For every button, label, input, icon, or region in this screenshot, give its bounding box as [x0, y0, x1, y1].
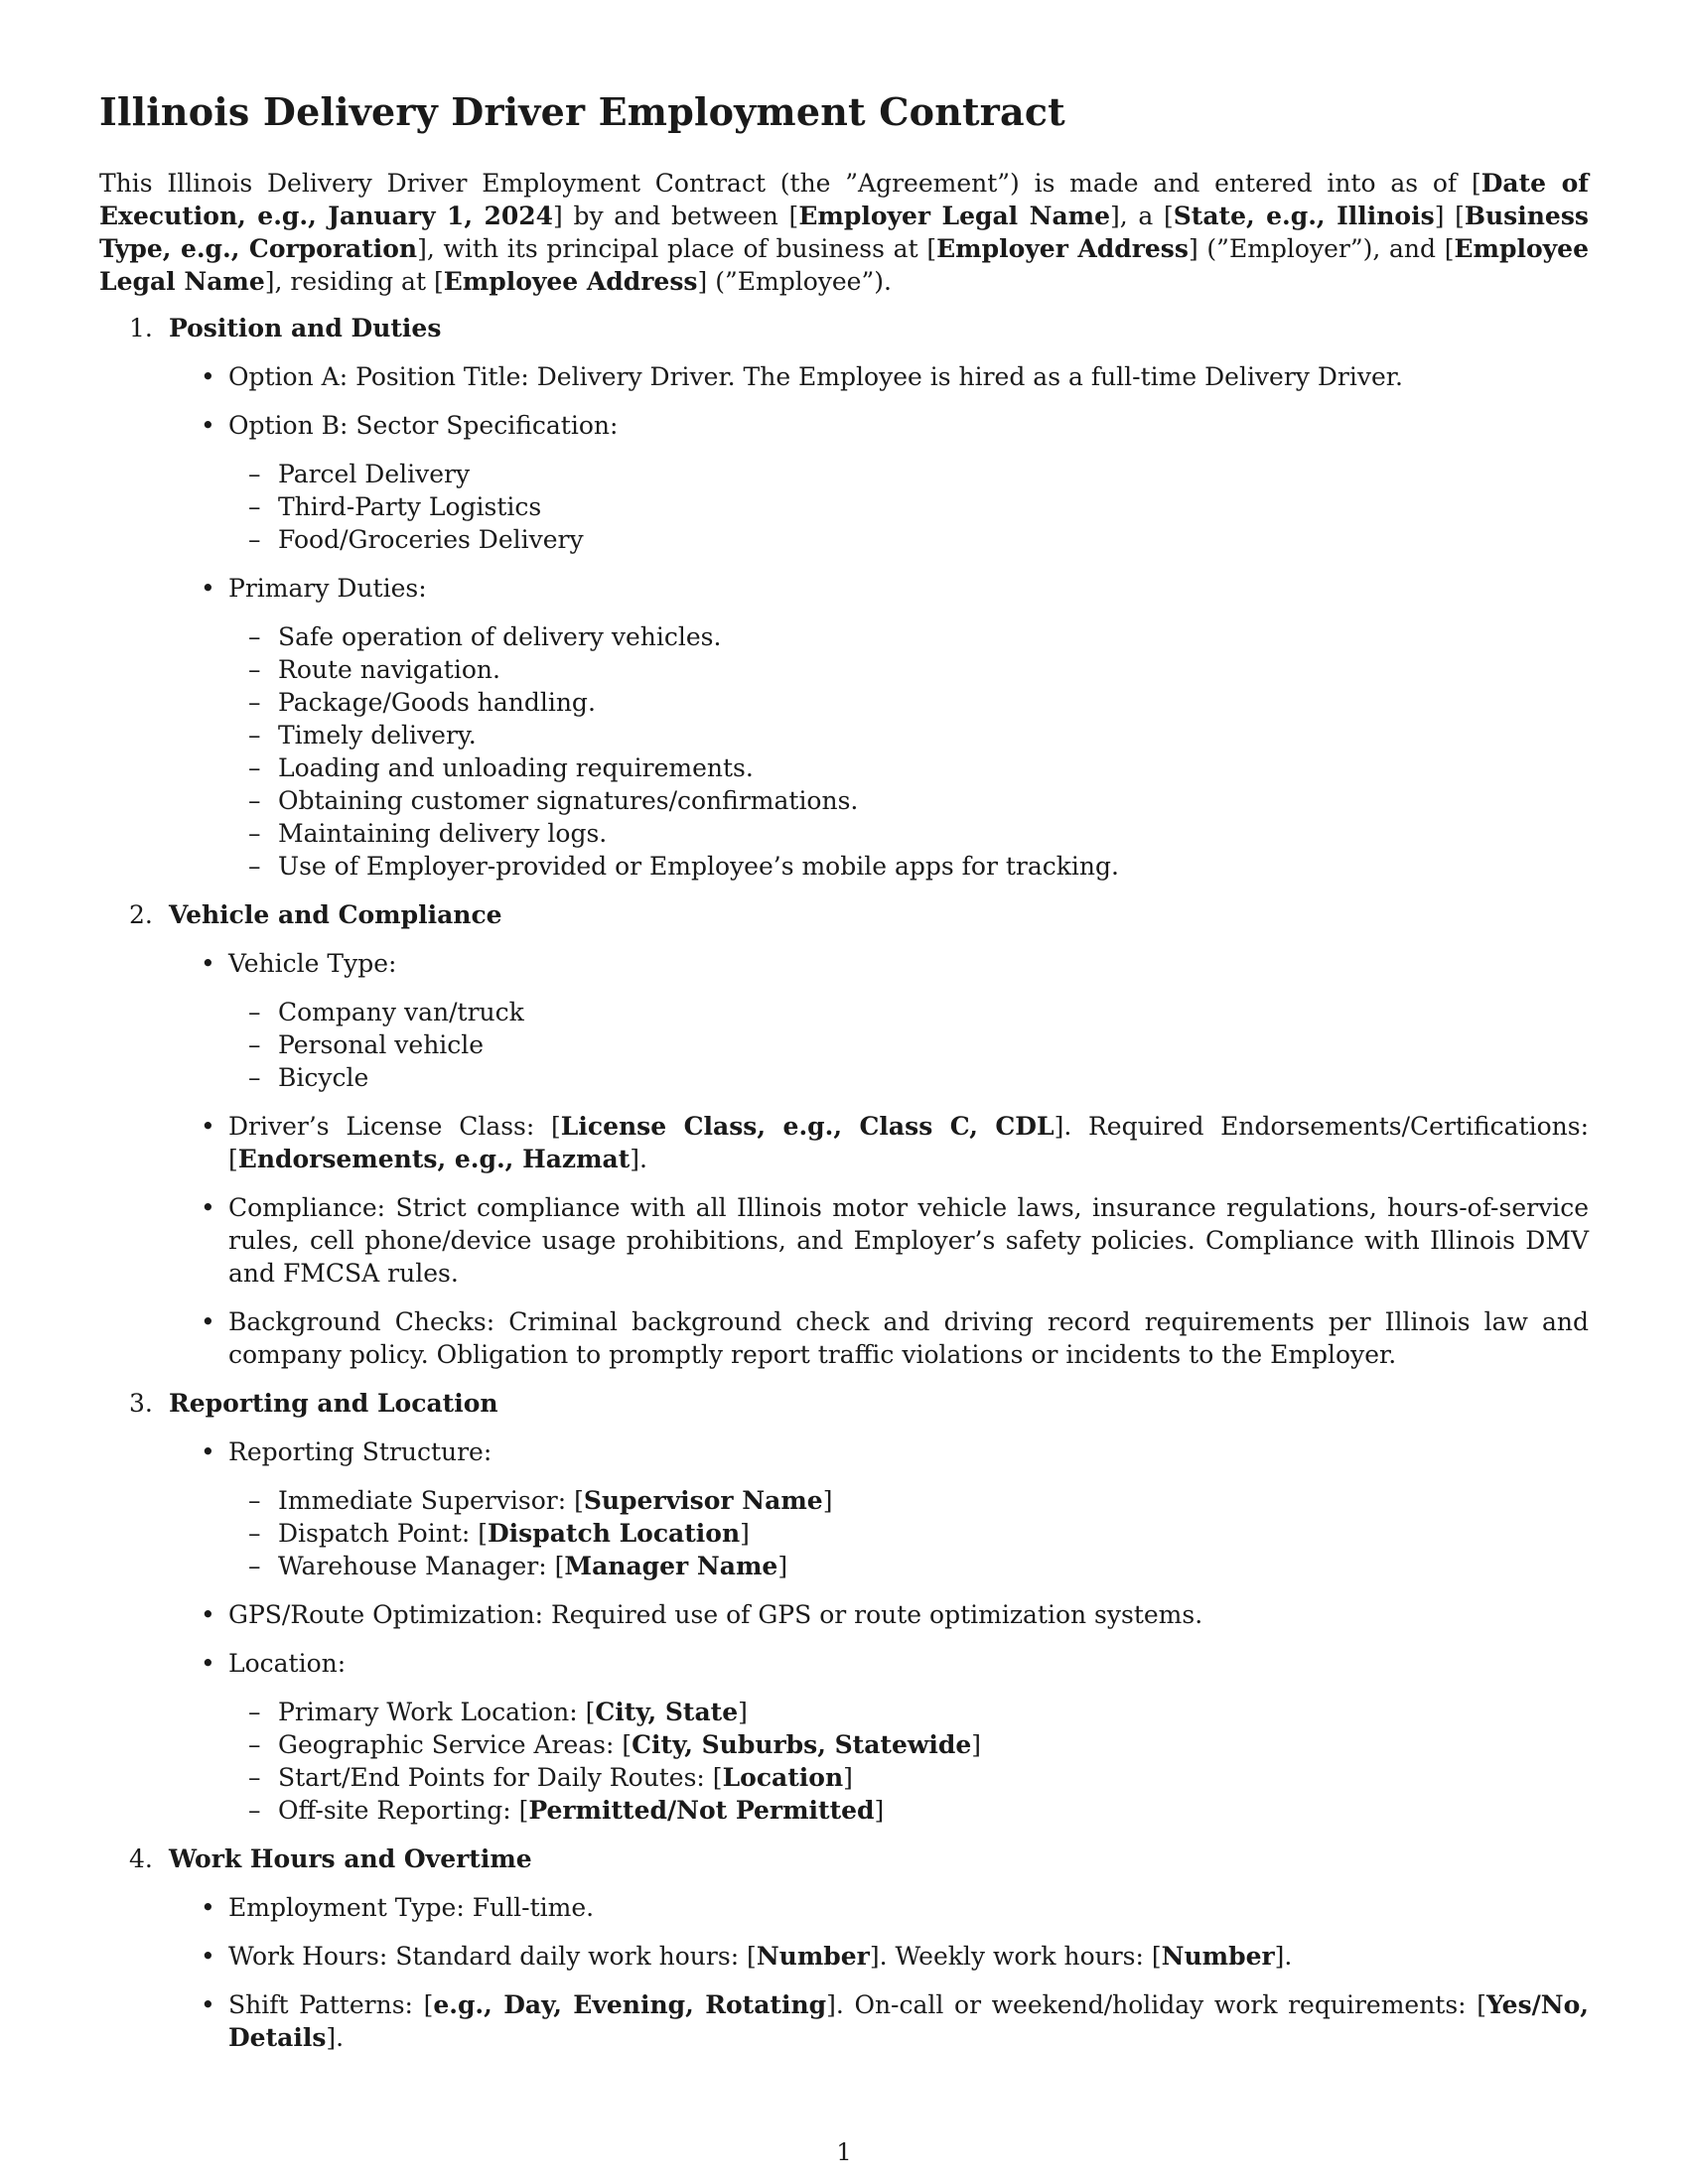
- bullet-icon: •: [201, 574, 215, 603]
- sub-list-item: [228, 1794, 1589, 1827]
- text-run: ] [: [1434, 202, 1465, 230]
- placeholder-field: e.g., Day, Evening, Rotating: [433, 1990, 827, 2019]
- sub-list-item: [228, 719, 1589, 751]
- sub-list-item: [228, 490, 1589, 523]
- dash-icon: –: [248, 852, 261, 881]
- section-number: 3.: [129, 1389, 153, 1418]
- placeholder-field: Dispatch Location: [488, 1519, 741, 1548]
- sub-list-item: [228, 620, 1589, 653]
- section-4: [99, 1843, 1589, 2054]
- text-run: Bicycle: [278, 1063, 369, 1092]
- bullet-item: [169, 1940, 1589, 1973]
- bullet-icon: •: [201, 1893, 215, 1922]
- text-run: ] by and between [: [553, 202, 799, 230]
- text-run: Primary Work Location: [: [278, 1698, 596, 1726]
- bullet-icon: •: [201, 362, 215, 391]
- dash-icon: –: [248, 688, 261, 717]
- dash-icon: –: [248, 1763, 261, 1792]
- bullet-item: [169, 409, 1589, 556]
- dash-icon: –: [248, 753, 261, 782]
- bullet-item: [169, 1988, 1589, 2054]
- text-run: ]. Required Endorsements/Certifications: [: [228, 1112, 1589, 1173]
- text-run: Geographic Service Areas: [: [278, 1730, 633, 1759]
- text-run: Compliance: Strict compliance with all Illinois motor vehicle laws, insurance regulations, hours-of-service rules, cell phone/device usage prohibitions, and Employer’s safety policies. Compliance with Illinois DMV and FMCSA rules.: [228, 1193, 1589, 1288]
- sub-list-item: [228, 1696, 1589, 1728]
- bullet-icon: •: [201, 1437, 215, 1466]
- dash-icon: –: [248, 492, 261, 521]
- placeholder-field: Business Type, e.g., Corporation: [99, 202, 1589, 263]
- text-run: Option A: Position Title: Delivery Driver. The Employee is hired as a full-time Delivery Driver.: [228, 362, 1403, 391]
- section-number: 2.: [129, 900, 153, 929]
- placeholder-field: Employee Legal Name: [99, 234, 1589, 296]
- bullet-item: [169, 360, 1589, 393]
- page-number: 1: [836, 2138, 852, 2166]
- bullet-list: [169, 1435, 1589, 1827]
- text-run: Obtaining customer signatures/confirmations.: [278, 786, 859, 815]
- text-run: ].: [1274, 1942, 1293, 1971]
- dash-icon: –: [248, 655, 261, 684]
- text-run: Maintaining delivery logs.: [278, 819, 608, 848]
- dash-icon: –: [248, 1698, 261, 1726]
- sub-list: [228, 620, 1589, 883]
- text-run: Option B: Sector Specification:: [228, 411, 619, 440]
- text-run: ].: [630, 1145, 647, 1173]
- bullet-item: [169, 1435, 1589, 1582]
- text-run: Primary Duties:: [228, 574, 427, 603]
- text-run: ]: [822, 1486, 833, 1515]
- placeholder-field: Endorsements, e.g., Hazmat: [237, 1145, 631, 1173]
- bullet-item: [169, 1598, 1589, 1631]
- placeholder-field: City, Suburbs, Statewide: [632, 1730, 972, 1759]
- section-number: 1.: [129, 314, 153, 342]
- sub-list-item: [228, 1517, 1589, 1550]
- section-title: Position and Duties: [169, 314, 442, 342]
- text-run: ] (”Employee”).: [697, 267, 892, 296]
- sub-list-item: [228, 996, 1589, 1028]
- text-run: ].: [326, 2023, 345, 2052]
- text-run: Work Hours: Standard daily work hours: [: [228, 1942, 757, 1971]
- bullet-item: [169, 947, 1589, 1094]
- bullet-icon: •: [201, 1600, 215, 1629]
- text-run: Company van/truck: [278, 998, 524, 1026]
- bullet-icon: •: [201, 1990, 215, 2019]
- section-1: [99, 312, 1589, 883]
- text-run: ]: [777, 1552, 788, 1580]
- placeholder-field: City, State: [595, 1698, 739, 1726]
- dash-icon: –: [248, 998, 261, 1026]
- dash-icon: –: [248, 1030, 261, 1059]
- placeholder-field: Yes/No, Details: [228, 1990, 1589, 2052]
- dash-icon: –: [248, 460, 261, 488]
- dash-icon: –: [248, 721, 261, 750]
- dash-icon: –: [248, 1796, 261, 1825]
- bullet-list: [169, 947, 1589, 1371]
- sub-list-item: [228, 686, 1589, 719]
- section-3: [99, 1387, 1589, 1827]
- text-run: Parcel Delivery: [278, 460, 471, 488]
- dash-icon: –: [248, 786, 261, 815]
- text-run: ], with its principal place of business at [: [417, 234, 937, 263]
- bullet-item: [169, 1110, 1589, 1175]
- text-run: Off-site Reporting: [: [278, 1796, 529, 1825]
- text-run: ]. Weekly work hours: [: [869, 1942, 1162, 1971]
- section-title: Work Hours and Overtime: [169, 1844, 532, 1873]
- text-run: ]: [843, 1763, 853, 1792]
- bullet-list: [169, 360, 1589, 883]
- bullet-item: [169, 1891, 1589, 1924]
- placeholder-field: Employer Legal Name: [798, 202, 1111, 230]
- bullet-item: [169, 1647, 1589, 1827]
- placeholder-field: Number: [756, 1942, 870, 1971]
- text-run: Route navigation.: [278, 655, 500, 684]
- bullet-icon: •: [201, 1112, 215, 1141]
- text-run: Loading and unloading requirements.: [278, 753, 754, 782]
- sub-list: [228, 996, 1589, 1094]
- dash-icon: –: [248, 622, 261, 651]
- text-run: ] (”Employer”), and [: [1188, 234, 1455, 263]
- placeholder-field: State, e.g., Illinois: [1173, 202, 1435, 230]
- section-title: Reporting and Location: [169, 1389, 498, 1418]
- sub-list-item: [228, 1028, 1589, 1061]
- bullet-icon: •: [201, 1942, 215, 1971]
- sub-list-item: [228, 1550, 1589, 1582]
- sub-list: [228, 458, 1589, 556]
- sub-list-item: [228, 817, 1589, 850]
- placeholder-field: Employer Address: [936, 234, 1189, 263]
- dash-icon: –: [248, 1552, 261, 1580]
- text-run: Personal vehicle: [278, 1030, 485, 1059]
- section-title: Vehicle and Compliance: [169, 900, 502, 929]
- text-run: ]: [874, 1796, 885, 1825]
- text-run: Use of Employer-provided or Employee’s mobile apps for tracking.: [278, 852, 1119, 881]
- text-run: ], residing at [: [264, 267, 444, 296]
- sub-list-item: [228, 523, 1589, 556]
- text-run: Timely delivery.: [278, 721, 477, 750]
- text-run: Background Checks: Criminal background check and driving record requirements per Illinois law and company policy. Obligation to promptly report traffic violations or incidents to the Employer.: [228, 1307, 1589, 1369]
- text-run: ]: [971, 1730, 982, 1759]
- document-page: [99, 87, 1589, 2070]
- bullet-icon: •: [201, 1649, 215, 1678]
- bullet-item: [169, 572, 1589, 883]
- placeholder-field: Manager Name: [564, 1552, 778, 1580]
- text-run: Dispatch Point: [: [278, 1519, 488, 1548]
- text-run: Safe operation of delivery vehicles.: [278, 622, 722, 651]
- placeholder-field: Date of Execution, e.g., January 1, 2024: [99, 169, 1589, 230]
- document-title: Illinois Delivery Driver Employment Contract: [99, 89, 1065, 134]
- text-run: Vehicle Type:: [228, 949, 397, 978]
- text-run: Employment Type: Full-time.: [228, 1893, 595, 1922]
- dash-icon: –: [248, 1730, 261, 1759]
- dash-icon: –: [248, 819, 261, 848]
- text-run: ], a [: [1110, 202, 1174, 230]
- sub-list-item: [228, 458, 1589, 490]
- intro-paragraph: [99, 167, 1589, 298]
- dash-icon: –: [248, 1486, 261, 1515]
- placeholder-field: Employee Address: [443, 267, 698, 296]
- sub-list-item: [228, 850, 1589, 883]
- bullet-icon: •: [201, 949, 215, 978]
- placeholder-field: Permitted/Not Permitted: [528, 1796, 875, 1825]
- text-run: GPS/Route Optimization: Required use of GPS or route optimization systems.: [228, 1600, 1203, 1629]
- sub-list-item: [228, 1061, 1589, 1094]
- text-run: Food/Groceries Delivery: [278, 525, 584, 554]
- bullet-icon: •: [201, 1307, 215, 1336]
- text-run: Package/Goods handling.: [278, 688, 596, 717]
- bullet-list: [169, 1891, 1589, 2054]
- bullet-item: [169, 1191, 1589, 1290]
- bullet-icon: •: [201, 1193, 215, 1222]
- text-run: ]: [740, 1519, 750, 1548]
- placeholder-field: Supervisor Name: [583, 1486, 823, 1515]
- text-run: Reporting Structure:: [228, 1437, 492, 1466]
- text-run: Shift Patterns: [: [228, 1990, 434, 2019]
- placeholder-field: Location: [722, 1763, 844, 1792]
- text-run: Location:: [228, 1649, 347, 1678]
- sub-list-item: [228, 1484, 1589, 1517]
- text-run: ]. On-call or weekend/holiday work requirements: [: [826, 1990, 1486, 2019]
- section-2: [99, 898, 1589, 1371]
- text-run: Immediate Supervisor: [: [278, 1486, 584, 1515]
- sub-list: [228, 1696, 1589, 1827]
- dash-icon: –: [248, 525, 261, 554]
- text-run: ]: [738, 1698, 748, 1726]
- dash-icon: –: [248, 1063, 261, 1092]
- text-run: Warehouse Manager: [: [278, 1552, 565, 1580]
- sub-list-item: [228, 653, 1589, 686]
- text-run: Start/End Points for Daily Routes: [: [278, 1763, 723, 1792]
- bullet-item: [169, 1305, 1589, 1371]
- placeholder-field: Number: [1161, 1942, 1275, 1971]
- sub-list-item: [228, 1728, 1589, 1761]
- text-run: This Illinois Delivery Driver Employment Contract (the ”Agreement”) is made and entered into as of [: [99, 169, 1481, 198]
- sub-list-item: [228, 1761, 1589, 1794]
- sub-list-item: [228, 784, 1589, 817]
- sub-list: [228, 1484, 1589, 1582]
- bullet-icon: •: [201, 411, 215, 440]
- text-run: Third-Party Logistics: [278, 492, 542, 521]
- section-number: 4.: [129, 1844, 153, 1873]
- sections-list: [99, 312, 1589, 2054]
- placeholder-field: License Class, e.g., Class C, CDL: [560, 1112, 1055, 1141]
- sub-list-item: [228, 751, 1589, 784]
- text-run: Driver’s License Class: [: [228, 1112, 561, 1141]
- dash-icon: –: [248, 1519, 261, 1548]
